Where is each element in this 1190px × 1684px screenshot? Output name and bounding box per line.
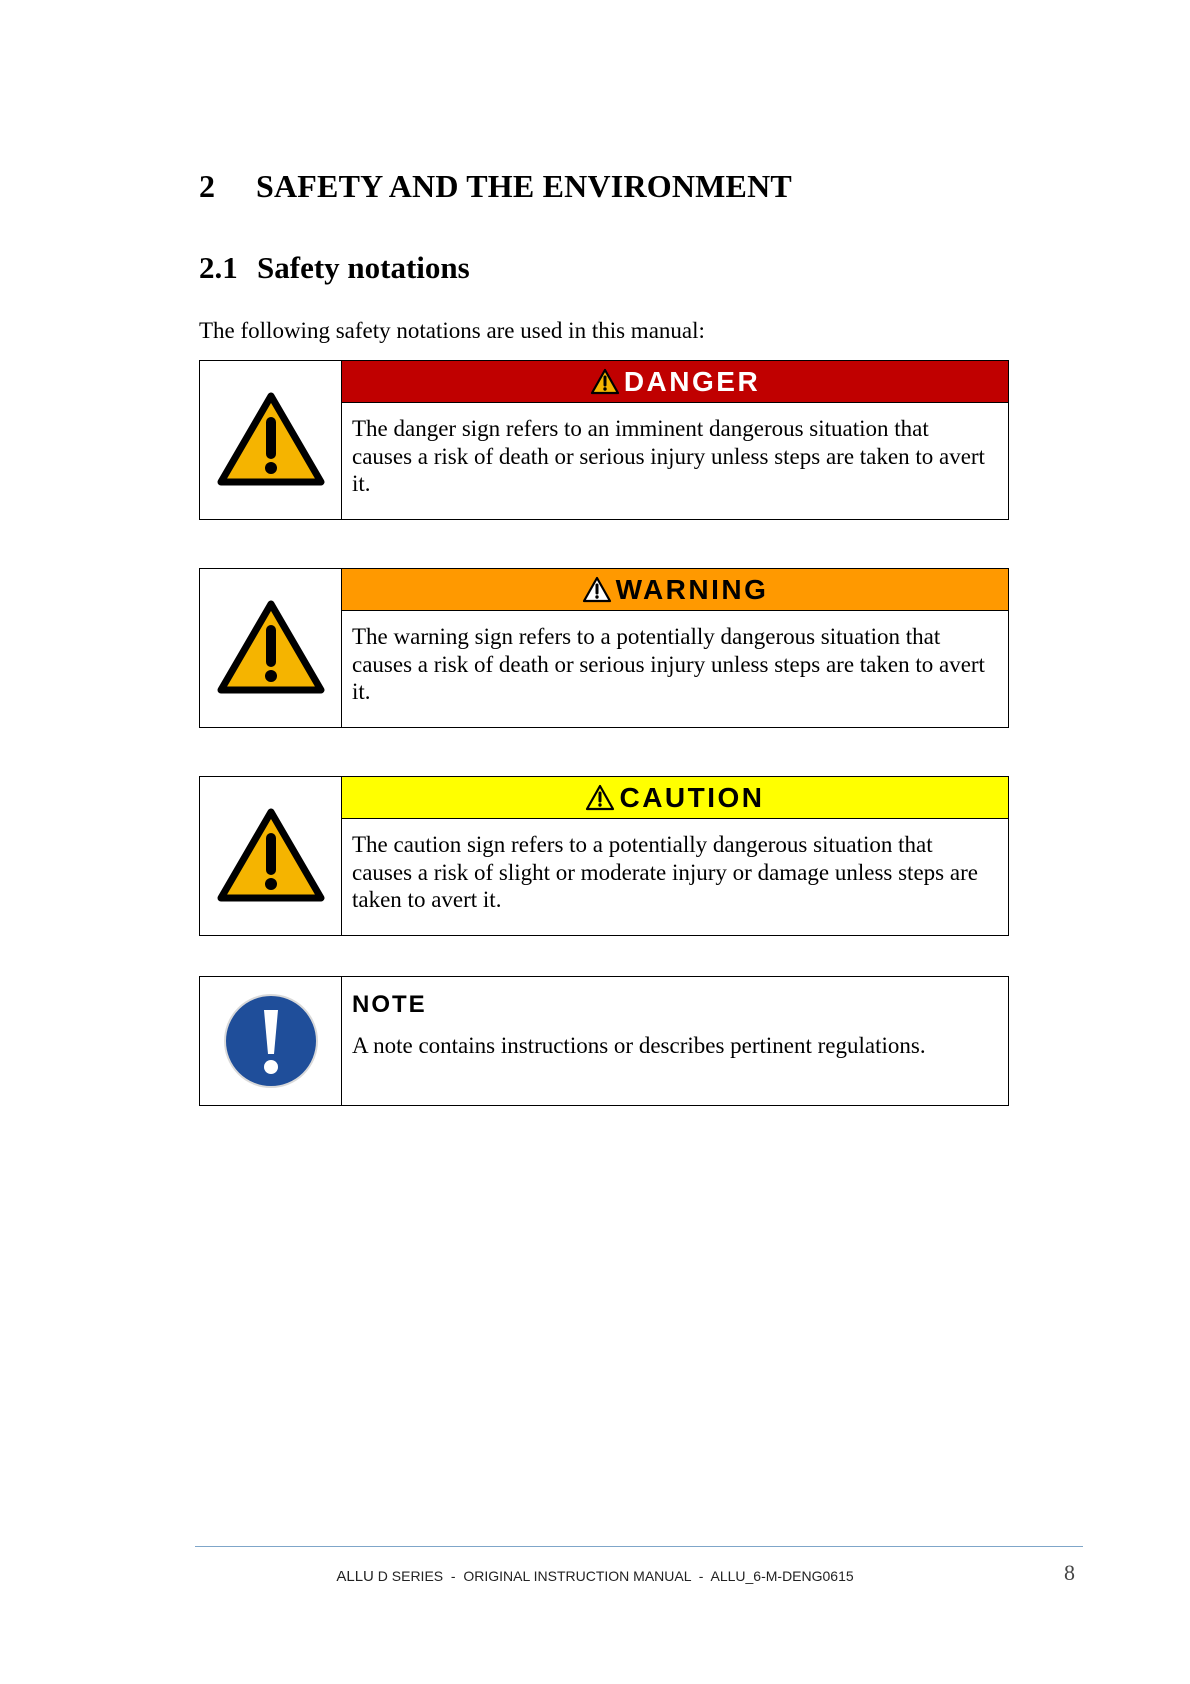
danger-icon-cell <box>200 361 342 519</box>
caution-mini-warning-icon <box>585 784 615 811</box>
subsection-heading <box>199 250 470 286</box>
page-footer <box>0 1568 1190 1585</box>
footer-separator: - <box>450 1568 456 1584</box>
caution-label: CAUTION <box>619 781 765 813</box>
caution-notation-box <box>199 776 1009 936</box>
warning-icon-cell <box>200 569 342 727</box>
warning-triangle-icon <box>217 392 325 488</box>
intro-paragraph: The following safety notations are used in this manual: <box>199 318 705 343</box>
note-icon-cell <box>200 977 342 1105</box>
warning-text: The warning sign refers to a potentially dangerous situation that causes a risk of death or serious injury unless steps are taken to avert it. <box>352 624 985 704</box>
subsection-title: Safety notations <box>257 250 470 285</box>
section-heading <box>199 168 792 205</box>
danger-label: DANGER <box>623 365 761 397</box>
note-label: NOTE <box>352 991 427 1018</box>
footer-doc-code: ALLU_6-M-DENG0615 <box>710 1568 854 1584</box>
info-exclamation-circle-icon <box>222 992 320 1090</box>
caution-banner <box>342 777 1008 819</box>
section-number: 2 <box>199 168 216 204</box>
note-notation-box <box>199 976 1009 1106</box>
danger-text: The danger sign refers to an imminent dangerous situation that causes a risk of death or serious injury unless steps are taken to avert it. <box>352 416 985 496</box>
warning-label: WARNING <box>615 573 769 605</box>
warning-triangle-icon <box>217 808 325 904</box>
footer-brand: ALLU <box>336 1568 374 1585</box>
section-title: SAFETY AND THE ENVIRONMENT <box>256 168 792 204</box>
warning-banner <box>342 569 1008 611</box>
note-text: A note contains instructions or describes pertinent regulations. <box>352 1033 926 1058</box>
footer-series: D SERIES <box>377 1568 444 1584</box>
danger-mini-warning-icon <box>590 368 620 395</box>
page-number: 8 <box>1064 1560 1075 1585</box>
warning-triangle-icon <box>217 600 325 696</box>
footer-separator: - <box>698 1568 704 1584</box>
warning-mini-warning-icon <box>582 576 612 603</box>
caution-text: The caution sign refers to a potentially dangerous situation that causes a risk of slight or moderate injury or damage unless steps are taken to avert it. <box>352 832 978 912</box>
subsection-number: 2.1 <box>199 250 238 285</box>
footer-manual-title: ORIGINAL INSTRUCTION MANUAL <box>463 1568 692 1584</box>
warning-notation-box <box>199 568 1009 728</box>
danger-notation-box <box>199 360 1009 520</box>
footer-divider <box>195 1546 1083 1547</box>
caution-icon-cell <box>200 777 342 935</box>
danger-banner <box>342 361 1008 403</box>
